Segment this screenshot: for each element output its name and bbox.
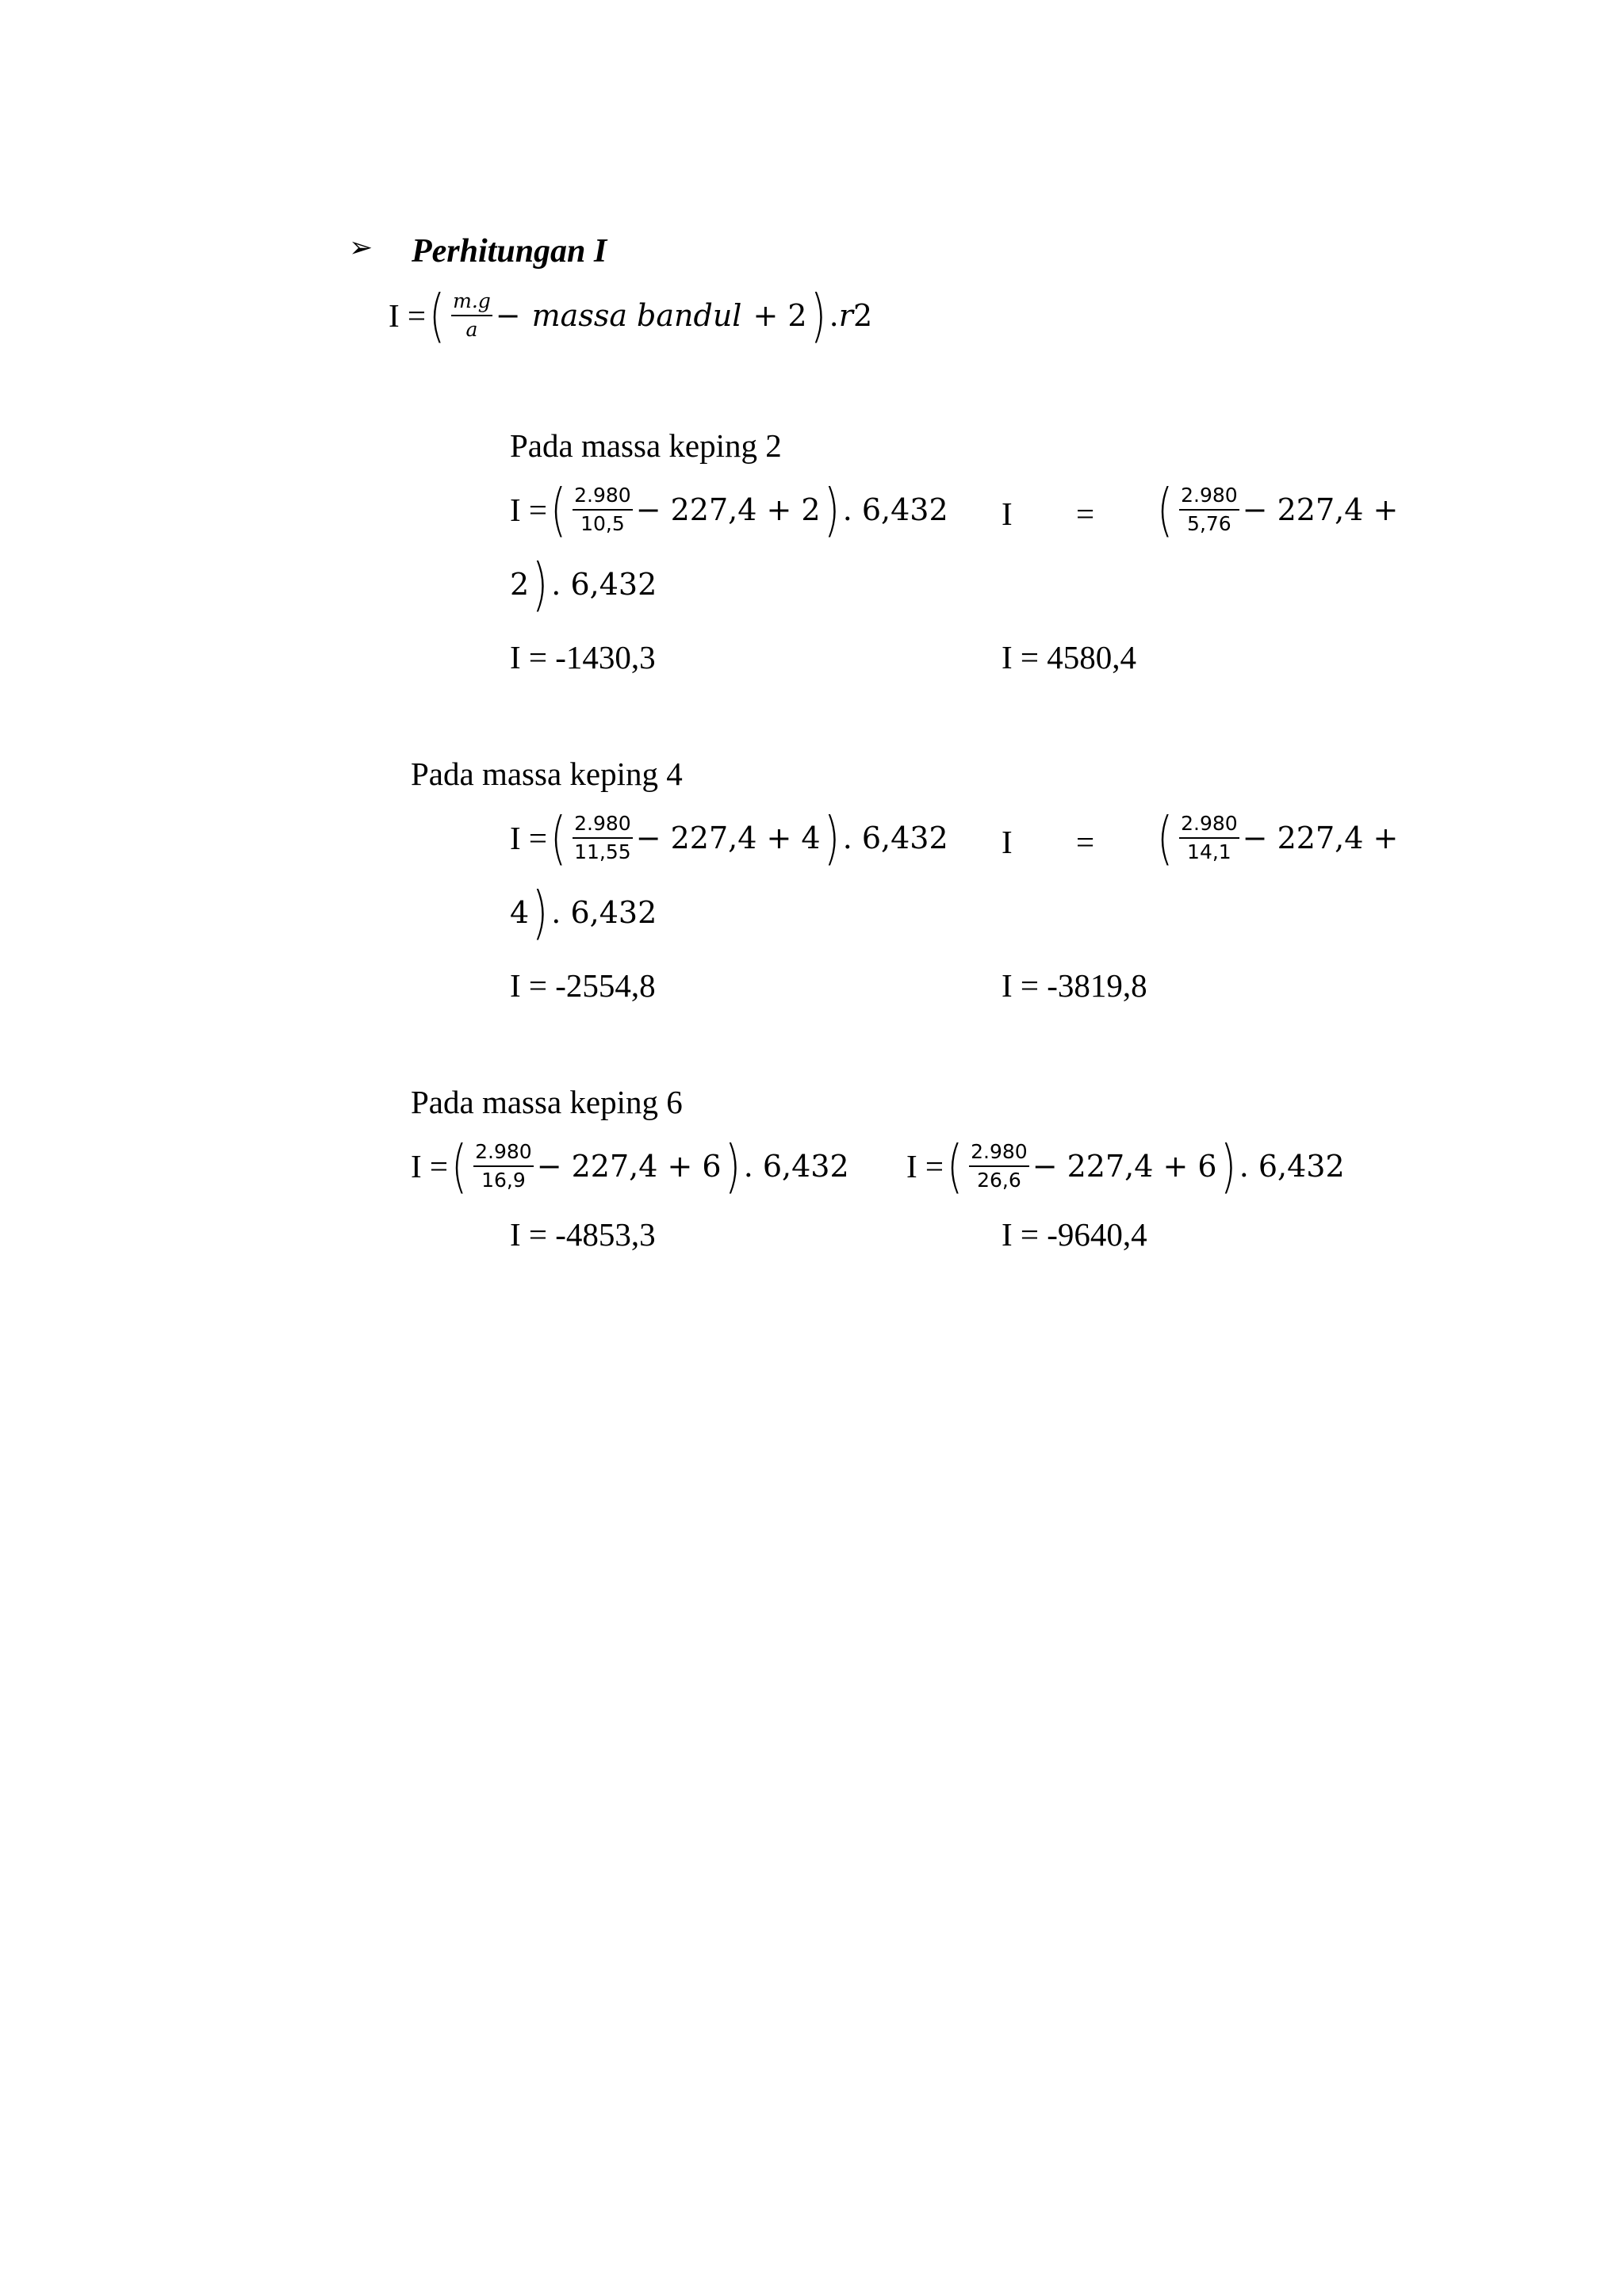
keping2-left-result: I = -1430,3: [510, 639, 656, 675]
fraction-numerator: 2.980: [573, 484, 633, 511]
formula-fraction: [451, 289, 492, 342]
fraction-denominator: 16,9: [481, 1169, 526, 1192]
left-paren: (: [550, 476, 566, 543]
equation-tail: . 6,43: [551, 567, 638, 602]
keping2-label: Pada massa keping 2: [510, 427, 782, 464]
equation-lhs: I =: [510, 492, 548, 528]
equation-middle: − 227,4 + 2: [635, 492, 821, 527]
right-paren: ): [823, 805, 840, 871]
keping6-label: Pada massa keping 6: [411, 1084, 683, 1120]
equation-fraction: [1179, 484, 1239, 536]
equation-middle: − 227,4 + 4: [635, 821, 821, 855]
fraction-numerator: m.g: [451, 289, 492, 316]
formula-lhs: I =: [389, 297, 427, 334]
right-paren: ): [532, 879, 549, 946]
equation-wrap-value: 4: [510, 895, 530, 930]
keping6-right-result: I = -9640,4: [1002, 1216, 1147, 1253]
minus-sign: −: [495, 298, 521, 333]
general-formula: I = ( $\frac{m.g}{a}$ − massa bandul + 2 ) . r 2: [389, 282, 873, 349]
keping4-right-equation: [1154, 805, 1399, 871]
equation-fraction: [573, 812, 633, 864]
formula-term: massa bandul: [531, 298, 742, 333]
left-paren: (: [1157, 805, 1173, 871]
keping4-right-lhs: I: [1002, 824, 1013, 860]
equation-lhs: I =: [906, 1148, 944, 1184]
keping2-right-equals: =: [1076, 496, 1095, 532]
equation-tail: . 6,43: [1239, 1149, 1326, 1184]
fraction-denominator: 11,55: [574, 840, 631, 863]
left-paren: (: [429, 282, 445, 349]
keping2-right-lhs: I: [1002, 496, 1013, 532]
keping2-left-equation: I = ( $\frac{2.980}{10,5}$ − 227,4 + 2 ) . 6,43 2: [510, 476, 948, 543]
equation-fraction: [969, 1140, 1029, 1192]
formula-dot: .: [829, 298, 839, 333]
equation-middle: − 227,4 +: [1242, 821, 1399, 855]
equation-middle: − 227,4 +: [1242, 492, 1399, 527]
keping2-right-result: I = 4580,4: [1002, 639, 1137, 675]
equation-middle: − 227,4 + 6: [536, 1149, 722, 1184]
fraction-numerator: 2.980: [573, 812, 633, 839]
equation-wrap-value: 2: [510, 567, 530, 602]
equation-fraction: [473, 1140, 534, 1192]
arrow-bullet-icon: ➢: [349, 232, 373, 264]
fraction-denominator: 14,1: [1187, 840, 1231, 863]
equation-tail: . 6,43: [551, 895, 638, 930]
equation-tail: . 6,43: [842, 492, 929, 527]
formula-r: r: [838, 298, 853, 333]
right-paren: ): [823, 476, 840, 543]
fraction-denominator: 26,6: [977, 1169, 1021, 1192]
fraction-numerator: 2.980: [473, 1140, 534, 1167]
right-paren: ): [724, 1133, 741, 1200]
section-heading: [349, 232, 373, 264]
fraction-numerator: 2.980: [969, 1140, 1029, 1167]
equation-fraction: [573, 484, 633, 536]
fraction-numerator: 2.980: [1179, 812, 1239, 839]
keping6-left-result: I = -4853,3: [510, 1216, 656, 1253]
keping6-left-equation: I = ( $\frac{2.980}{16,9}$ − 227,4 + 6 ) . 6,43 2: [411, 1133, 849, 1200]
equation-middle: − 227,4 + 6: [1032, 1149, 1217, 1184]
keping4-right-equation-wrap: 4 ) . 6,43 2: [510, 879, 657, 946]
keping2-right-equation-wrap: 2 ) . 6,43 2: [510, 551, 657, 618]
keping4-right-equals: =: [1076, 824, 1095, 860]
keping4-left-result: I = -2554,8: [510, 967, 656, 1004]
left-paren: (: [1157, 476, 1173, 543]
formula-plus: + 2: [753, 298, 807, 333]
left-paren: (: [550, 805, 566, 871]
fraction-denominator: 5,76: [1187, 512, 1231, 535]
equation-lhs: I =: [510, 820, 548, 856]
section-title: Perhitungan I: [412, 233, 607, 270]
fraction-numerator: 2.980: [1179, 484, 1239, 511]
keping2-right-equation: [1154, 476, 1399, 543]
right-paren: ): [1220, 1133, 1236, 1200]
left-paren: (: [451, 1133, 467, 1200]
right-paren: ): [810, 282, 826, 349]
left-paren: (: [947, 1133, 963, 1200]
fraction-denominator: 10,5: [580, 512, 625, 535]
equation-fraction: [1179, 812, 1239, 864]
equation-tail: . 6,43: [743, 1149, 830, 1184]
keping4-label: Pada massa keping 4: [411, 756, 683, 792]
keping4-left-equation: I = ( $\frac{2.980}{11,55}$ − 227,4 + 4 ) . 6,43 2: [510, 805, 948, 871]
keping4-right-result: I = -3819,8: [1002, 967, 1147, 1004]
equation-lhs: I =: [411, 1148, 449, 1184]
right-paren: ): [532, 551, 549, 618]
fraction-denominator: a: [465, 318, 478, 341]
keping6-right-equation: I = ( $\frac{2.980}{26,6}$ − 227,4 + 6 ) . 6,43 2: [906, 1133, 1345, 1200]
equation-tail: . 6,43: [842, 821, 929, 855]
